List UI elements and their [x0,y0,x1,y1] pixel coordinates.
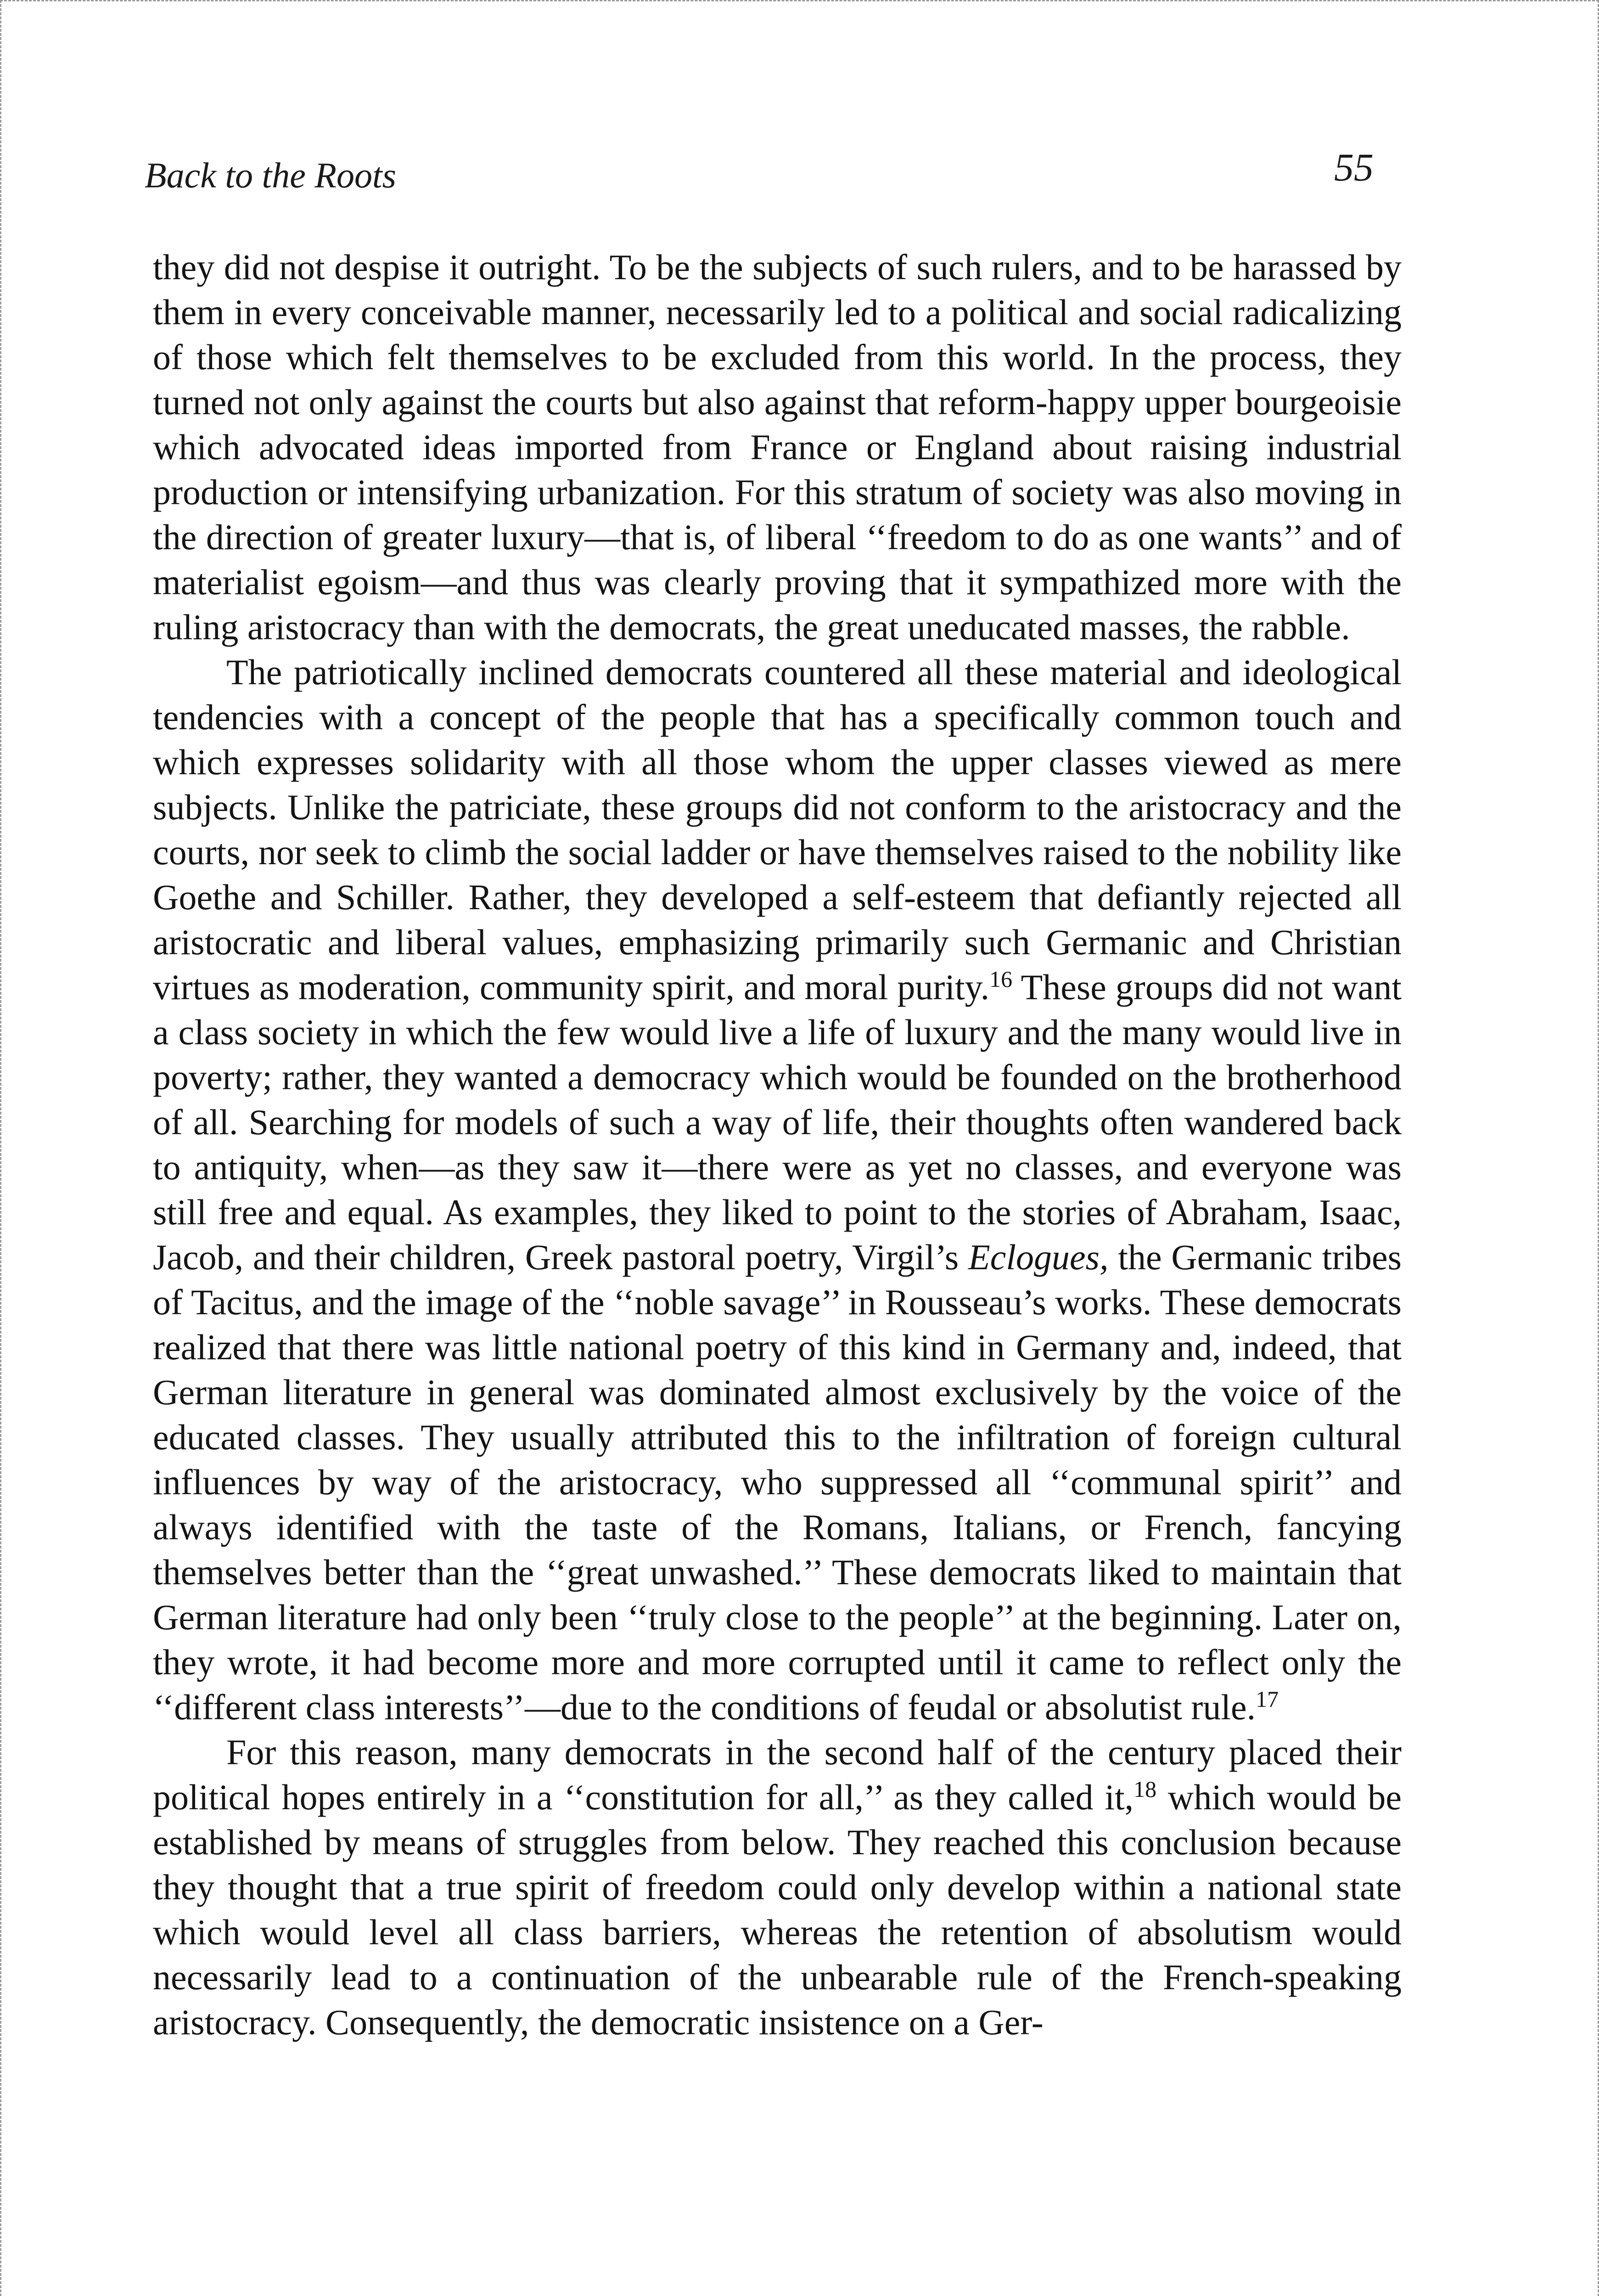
paragraph [153,245,1402,650]
paragraph [153,1730,1402,2045]
paragraph-text: the Germanic tribes of Tacitus, and the image of the ‘‘noble savage’’ in Rousseau’s works. These democrats realized that there was little national poetry of this kind in Germany and, indeed, that German literature in general was dominated almost exclusively by the voice of the educated classes. They usually attributed this to the infiltration of foreign cultural influences by way of the aristocracy, who suppressed all ‘‘communal spirit’’ and always identified with the taste of the Romans, Italians, or French, fancying themselves better than the ‘‘great unwashed.’’ These democrats liked to maintain that German literature had only been ‘‘truly close to the people’’ at the beginning. Later on, they wrote, it had become more and more corrupted until it came to reflect only the ‘‘different class interests’’—due to the conditions of feudal or absolutist rule. [153,1237,1402,1727]
footnote-ref: 16 [989,966,1013,992]
footnote-ref: 18 [1133,1776,1157,1802]
body-text [153,245,1402,2045]
paragraph-text: they did not despise it outright. To be the subjects of such rulers, and to be harassed by them in every conceivable manner, necessarily led to a political and social radicalizing of those which felt themselves to be excluded from this world. In the process, they turned not only against the courts but also against that reform-happy upper bourgeoisie which advocated ideas imported from France or England about raising industrial production or intensifying urbanization. For this stratum of society was also moving in the direction of greater luxury—that is, of liberal ‘‘freedom to do as one wants’’ and of materialist egoism—and thus was clearly proving that it sympathized more with the ruling aristocracy than with the democrats, the great uneducated masses, the rabble. [153,247,1402,647]
running-head: Back to the Roots [145,155,397,195]
italic-title: Eclogues, [968,1237,1109,1277]
paragraph-text: The patriotically inclined democrats countered all these material and ideological tendencies with a concept of the people that has a specifically common touch and which expresses solidarity with all those whom the upper classes viewed as mere subjects. Unlike the patriciate, these groups did not conform to the aristocracy and the courts, nor seek to climb the social ladder or have themselves raised to the nobility like Goethe and Schiller. Rather, they developed a self-esteem that defiantly rejected all aristocratic and liberal values, emphasizing primarily such Germanic and Christian virtues as moderation, community spirit, and moral purity. [153,652,1402,1007]
paragraph-text: For this reason, many democrats in the second half of the century placed their political hopes entirely in a ‘‘constitution for all,’’ as they called it, [153,1732,1402,1817]
footnote-ref: 17 [1256,1686,1279,1712]
page-number: 55 [1334,145,1374,189]
paragraph-text: which would be established by means of struggles from below. They reached this conclusion because they thought that a true spirit of freedom could only develop within a national state which would level all class barriers, whereas the retention of absolutism would necessarily lead to a continuation of the unbearable rule of the French-speaking aristocracy. Consequently, the democratic insistence on a Ger- [153,1777,1402,2042]
paragraph [153,650,1402,1730]
paragraph-text: These groups did not want a class society in which the few would live a life of luxury and the many would live in poverty; rather, they wanted a democracy which would be founded on the brotherhood of all. Searching for models of such a way of life, their thoughts often wandered back to antiquity, when—as they saw it—there were as yet no classes, and everyone was still free and equal. As examples, they liked to point to the stories of Abraham, Isaac, Jacob, and their children, Greek pastoral poetry, Virgil’s [153,967,1402,1277]
